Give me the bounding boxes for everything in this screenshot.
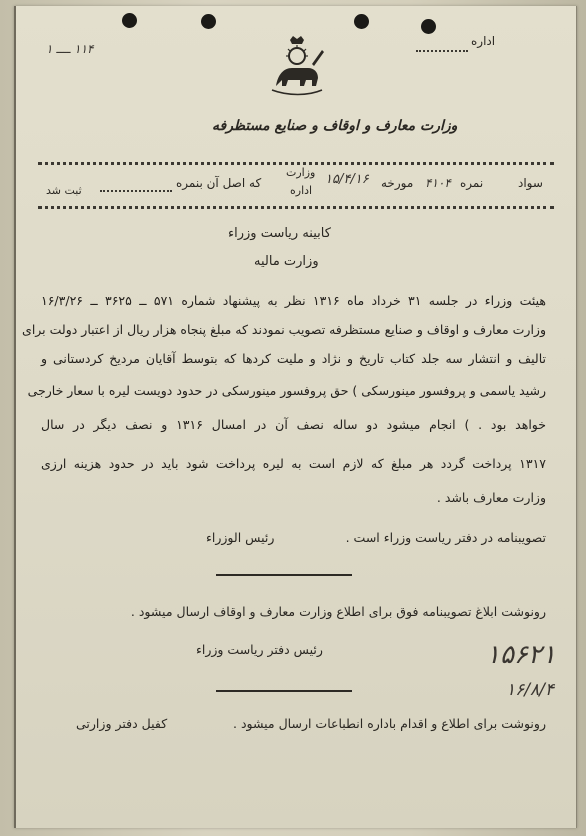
addressee-finance: وزارت مالیه [254, 254, 319, 269]
header-reference-number: ۱۱۴ ــــ ۱ [46, 42, 94, 56]
bottom-dotted-separator [38, 206, 554, 209]
copy-number-value: ۴۱۰۴ [425, 176, 451, 190]
lion-and-sun-emblem-icon [268, 34, 326, 96]
punch-hole [122, 13, 137, 28]
body-line: خواهد بود . ) انجام میشود دو ساله نصف آن در امسال ۱۳۱۶ و نصف دیگر در سال [41, 417, 546, 432]
ministry-title: وزارت معارف و اوقاف و صنایع مستظرفه [212, 118, 458, 134]
copy-date-value: ۱۵/۴/۱۶ [325, 172, 369, 187]
copy-original-label: که اصل آن بنمره [176, 176, 262, 190]
body-line-last: وزارت معارف باشد . [436, 490, 546, 505]
copy-savad-label: سواد [518, 176, 543, 190]
original-number-dotted-line [100, 190, 172, 192]
body-line: تالیف و انتشار سه جلد کتاب تاریخ و نژاد و ملیت کردها که بتوسط آقایان مردیخ کردستانی و [41, 351, 546, 366]
copy-office-label: اداره [290, 184, 313, 197]
punch-hole [354, 14, 369, 29]
body-line: هیئت وزراء در جلسه ۳۱ خرداد ماه ۱۳۱۶ نظر به پیشنهاد شماره ۵۷۱ ــ ۳۶۲۵ ــ ۱۶/۳/۲۶ [41, 293, 546, 308]
copy-note-text: رونوشت ابلاغ تصویبنامه فوق برای اطلاع وزارت معارف و اوقاف ارسال میشود . [130, 604, 546, 619]
copy-note-signer: رئیس دفتر ریاست وزراء [196, 642, 323, 657]
header-office-label: اداره [471, 34, 496, 48]
separator-rule [216, 574, 352, 576]
copy-number-label: نمره [460, 176, 484, 190]
final-note-signer: کفیل دفتر وزارتی [76, 716, 168, 731]
punch-hole [201, 14, 216, 29]
handwritten-date: ۱۶/۸/۴ [506, 680, 554, 700]
copy-recorded-label: ثبت شد [46, 184, 82, 197]
body-line: رشید یاسمی و پروفسور مینورسکی ) حق پروفسور مینورسکی در حدود دویست لیره با سعار خارجی [27, 383, 546, 398]
handwritten-number: ۱۵۶۲۱ [486, 640, 556, 670]
approval-text: تصویبنامه در دفتر ریاست وزراء است . [345, 530, 546, 545]
punch-hole [421, 19, 436, 34]
body-line: ۱۳۱۷ پرداخت گردد هر مبلغ که لازم است به لیره پرداخت شود باید در حدود هزینه ارزی [41, 456, 546, 471]
document-page [14, 6, 577, 828]
addressee-cabinet: کابینه ریاست وزراء [228, 226, 331, 241]
body-line: وزارت معارف و اوقاف و صنایع مستظرفه تصویب نمودند که مبلغ پنجاه هزار ریال از اعتبار دولت برای [22, 322, 546, 337]
top-dotted-separator [38, 162, 554, 165]
final-note-text: رونوشت برای اطلاع و اقدام باداره انطباعات ارسال میشود . [233, 716, 546, 731]
copy-ministry-label: وزارت [286, 166, 316, 179]
handwritten-annotation [466, 640, 586, 706]
copy-dated-label: مورخه [381, 176, 414, 190]
approval-signature-title: رئیس الوزراء [206, 530, 275, 545]
separator-rule [216, 690, 352, 692]
office-dotted-line [416, 50, 468, 52]
